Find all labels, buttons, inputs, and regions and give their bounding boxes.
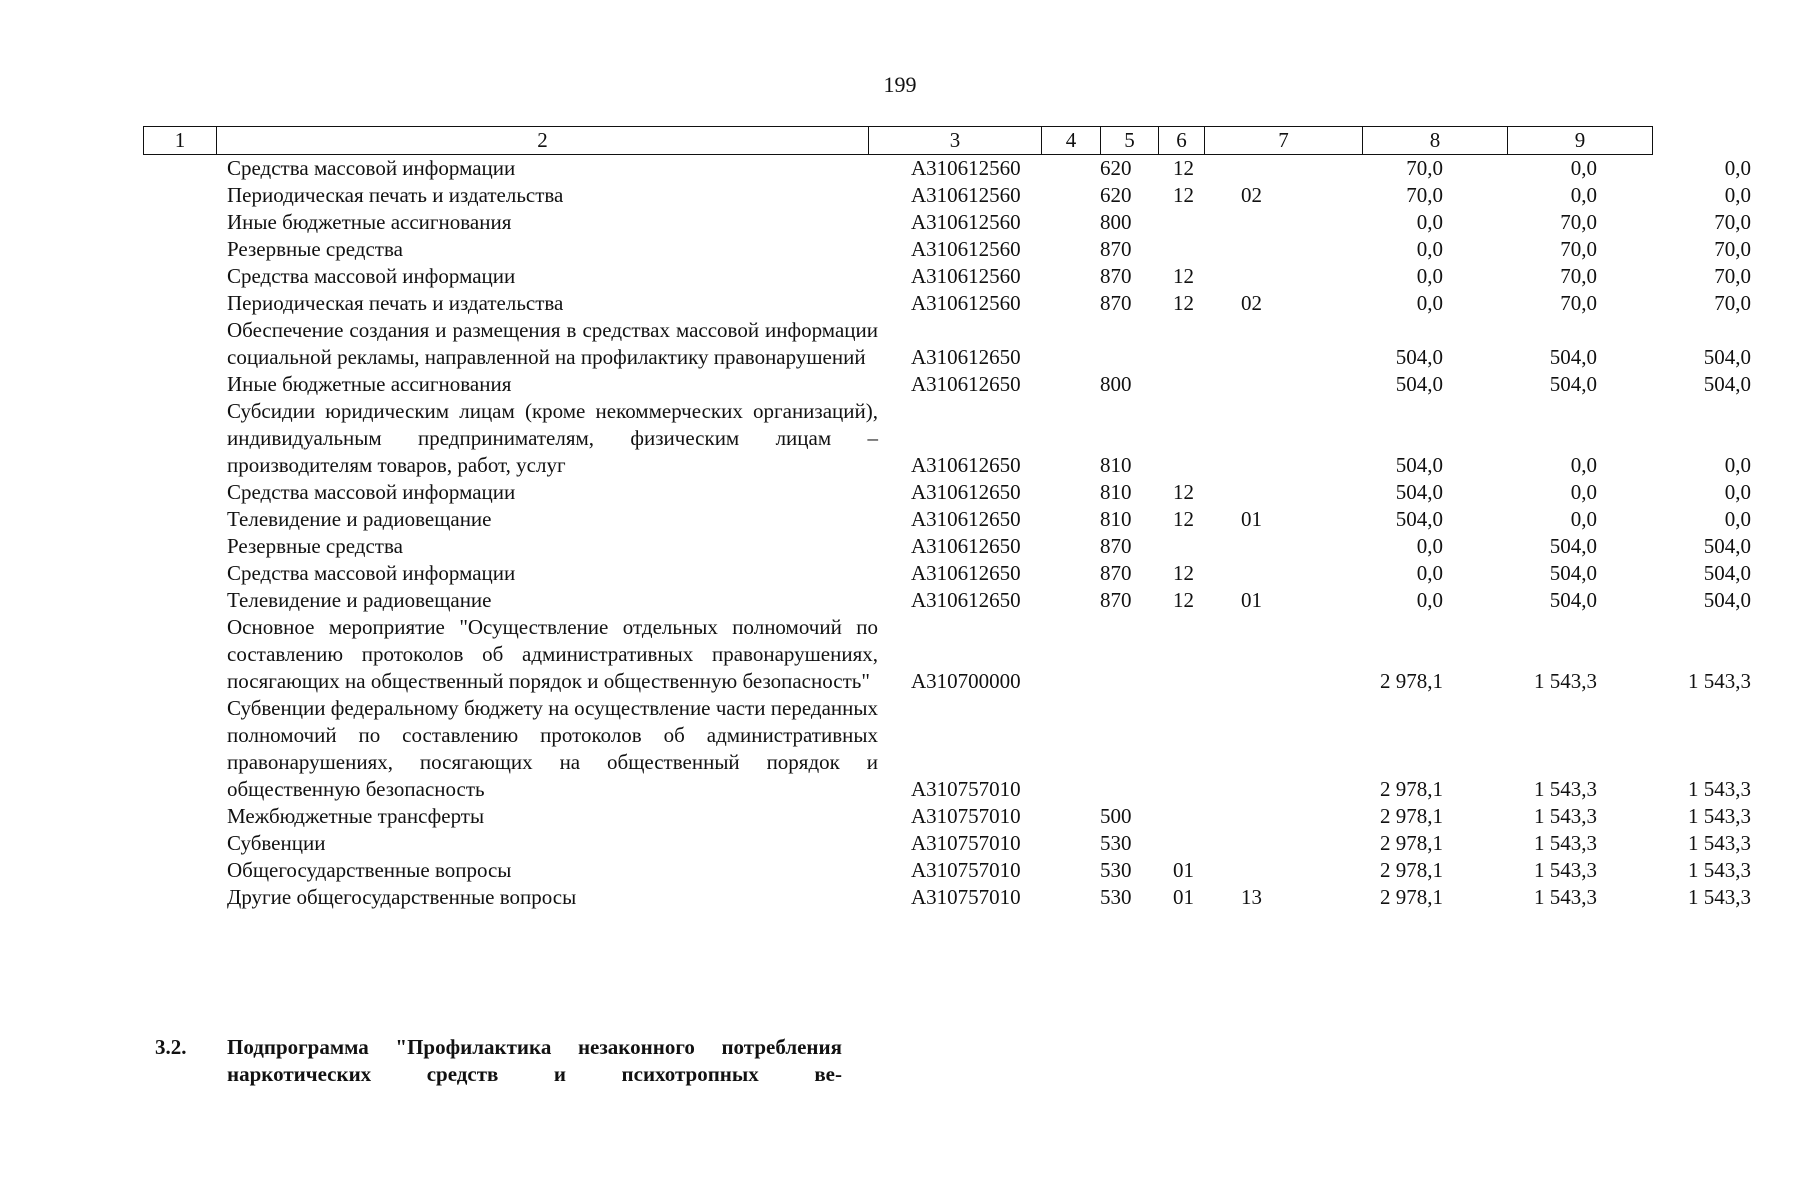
- row-target-article: A310612560: [911, 264, 1021, 288]
- row-expense-type: 530: [1100, 858, 1132, 882]
- table-row: [143, 209, 1761, 236]
- table-row: [143, 695, 1761, 803]
- row-subsection: 01: [1241, 507, 1262, 531]
- row-expense-type: [1083, 614, 1158, 695]
- table-row: [143, 533, 1761, 560]
- row-value-col9: 504,0: [1703, 372, 1751, 396]
- row-value-col7: 504,0: [1395, 480, 1443, 504]
- row-subsection: 01: [1241, 588, 1262, 612]
- row-subsection: 13: [1241, 885, 1262, 909]
- row-value-col8: 504,0: [1549, 372, 1597, 396]
- table-row: [143, 290, 1761, 317]
- row-value-col9: 1 543,3: [1688, 669, 1751, 693]
- row-subsection: [1230, 857, 1286, 884]
- row-target-article: A310612560: [911, 291, 1021, 315]
- row-value-col8: 1 543,3: [1534, 858, 1597, 882]
- column-header-2: 2: [217, 127, 869, 155]
- row-target-article: A310757010: [911, 777, 1021, 801]
- row-name: Субсидии юридическим лицам (кроме некоммерческих организаций), индивидуальным предпринимателям, физическим лицам – производителям товаров, работ, услуг: [227, 399, 878, 477]
- row-expense-type: 810: [1100, 507, 1132, 531]
- row-name: Средства массовой информации: [227, 156, 516, 180]
- row-target-article: A310612650: [911, 345, 1021, 369]
- column-header-6: 6: [1159, 127, 1205, 155]
- row-number-cell: [143, 290, 215, 317]
- column-header-9: 9: [1508, 127, 1653, 155]
- row-name: Субвенции: [227, 831, 326, 855]
- row-subsection: [1230, 371, 1286, 398]
- row-value-col9: 1 543,3: [1688, 858, 1751, 882]
- row-number-cell: [143, 857, 215, 884]
- row-name: Периодическая печать и издательства: [227, 183, 564, 207]
- row-subsection: [1230, 479, 1286, 506]
- row-name: Периодическая печать и издательства: [227, 291, 564, 315]
- row-value-col9: 504,0: [1703, 561, 1751, 585]
- column-header-7: 7: [1205, 127, 1363, 155]
- table-row: [143, 803, 1761, 830]
- column-header-1: 1: [144, 127, 217, 155]
- row-value-col7: 2 978,1: [1380, 669, 1443, 693]
- row-subsection: [1230, 398, 1286, 479]
- row-target-article: A310612650: [911, 480, 1021, 504]
- row-value-col7: 2 978,1: [1380, 804, 1443, 828]
- row-number-cell: [143, 155, 215, 182]
- row-value-col8: 0,0: [1570, 453, 1597, 477]
- row-subsection: 02: [1241, 183, 1262, 207]
- row-target-article: A310612560: [911, 237, 1021, 261]
- row-section: 12: [1173, 291, 1194, 315]
- row-name: Субвенции федеральному бюджету на осуществление части переданных полномочий по составлению протоколов об административных правонарушениях, посягающих на общественный порядок и общественную безопасность: [227, 696, 878, 801]
- row-number-cell: [143, 182, 215, 209]
- row-number-cell: [143, 506, 215, 533]
- row-expense-type: 800: [1100, 372, 1132, 396]
- row-name: Иные бюджетные ассигнования: [227, 372, 512, 396]
- row-expense-type: 870: [1100, 264, 1132, 288]
- row-expense-type: 530: [1100, 885, 1132, 909]
- row-name: Межбюджетные трансферты: [227, 804, 485, 828]
- row-value-col8: 70,0: [1560, 264, 1597, 288]
- column-header-5: 5: [1101, 127, 1159, 155]
- budget-table: [143, 155, 1761, 911]
- row-value-col7: 0,0: [1416, 264, 1443, 288]
- row-expense-type: 810: [1100, 453, 1132, 477]
- row-expense-type: 800: [1100, 210, 1132, 234]
- row-section: [1158, 236, 1230, 263]
- subsection-number: 3.2.: [155, 1035, 187, 1059]
- row-value-col8: 0,0: [1570, 507, 1597, 531]
- row-value-col7: 504,0: [1395, 372, 1443, 396]
- table-row: [143, 263, 1761, 290]
- subsection-title: Подпрограмма "Профилактика незаконного потребления наркотических средств и психотропных ве-: [227, 1035, 842, 1086]
- table-row: [143, 317, 1761, 371]
- table-row: [143, 614, 1761, 695]
- row-name: Средства массовой информации: [227, 480, 516, 504]
- row-target-article: A310612650: [911, 453, 1021, 477]
- table-row: [143, 155, 1761, 182]
- row-value-col9: 0,0: [1724, 453, 1751, 477]
- row-section: [1158, 398, 1230, 479]
- row-value-col7: 2 978,1: [1380, 831, 1443, 855]
- column-header-4: 4: [1042, 127, 1101, 155]
- row-value-col8: 0,0: [1570, 183, 1597, 207]
- row-subsection: [1230, 695, 1286, 803]
- table-row: [143, 479, 1761, 506]
- row-target-article: A310757010: [911, 831, 1021, 855]
- row-value-col8: 1 543,3: [1534, 777, 1597, 801]
- row-name: Другие общегосударственные вопросы: [227, 885, 577, 909]
- column-header-3: 3: [869, 127, 1042, 155]
- row-value-col7: 2 978,1: [1380, 858, 1443, 882]
- row-target-article: A310612650: [911, 507, 1021, 531]
- row-value-col9: 504,0: [1703, 345, 1751, 369]
- row-number-cell: [143, 884, 215, 911]
- row-expense-type: 620: [1100, 183, 1132, 207]
- row-expense-type: 870: [1100, 291, 1132, 315]
- row-value-col9: 70,0: [1714, 210, 1751, 234]
- table-row: [143, 398, 1761, 479]
- row-value-col9: 504,0: [1703, 588, 1751, 612]
- row-name: Основное мероприятие "Осуществление отдельных полномочий по составлению протоколов об административных правонарушениях, посягающих на общественный порядок и общественную безопасность": [227, 615, 878, 693]
- row-section: 12: [1173, 156, 1194, 180]
- row-target-article: A310612650: [911, 534, 1021, 558]
- row-expense-type: 530: [1100, 831, 1132, 855]
- row-section: 12: [1173, 507, 1194, 531]
- row-value-col7: 0,0: [1416, 291, 1443, 315]
- row-value-col7: 0,0: [1416, 210, 1443, 234]
- row-expense-type: [1083, 317, 1158, 371]
- row-value-col9: 0,0: [1724, 156, 1751, 180]
- row-value-col8: 504,0: [1549, 588, 1597, 612]
- row-expense-type: 810: [1100, 480, 1132, 504]
- row-value-col8: 1 543,3: [1534, 885, 1597, 909]
- row-section: [1158, 695, 1230, 803]
- row-subsection: [1230, 560, 1286, 587]
- row-section: [1158, 209, 1230, 236]
- row-name: Средства массовой информации: [227, 264, 516, 288]
- row-name: Обеспечение создания и размещения в средствах массовой информации социальной рекламы, направленной на профилактику правонарушений: [227, 318, 878, 369]
- row-target-article: A310612560: [911, 156, 1021, 180]
- row-value-col7: 2 978,1: [1380, 777, 1443, 801]
- column-header-row: [144, 127, 1653, 155]
- table-row: [143, 182, 1761, 209]
- row-value-col8: 504,0: [1549, 345, 1597, 369]
- row-number-cell: [143, 560, 215, 587]
- row-value-col8: 1 543,3: [1534, 669, 1597, 693]
- row-name: Средства массовой информации: [227, 561, 516, 585]
- row-number-cell: [143, 371, 215, 398]
- row-section: [1158, 533, 1230, 560]
- row-value-col9: 504,0: [1703, 534, 1751, 558]
- row-value-col7: 504,0: [1395, 345, 1443, 369]
- row-subsection: [1230, 155, 1286, 182]
- table-row: [143, 587, 1761, 614]
- table-row: [143, 857, 1761, 884]
- row-value-col9: 70,0: [1714, 291, 1751, 315]
- row-value-col9: 0,0: [1724, 183, 1751, 207]
- table-row: [143, 560, 1761, 587]
- row-target-article: A310700000: [911, 669, 1021, 693]
- row-number-cell: [143, 317, 215, 371]
- row-subsection: [1230, 614, 1286, 695]
- budget-table-body: [143, 155, 1761, 911]
- row-value-col9: 70,0: [1714, 264, 1751, 288]
- row-number-cell: [143, 263, 215, 290]
- row-value-col9: 70,0: [1714, 237, 1751, 261]
- row-value-col9: 1 543,3: [1688, 777, 1751, 801]
- row-value-col7: 70,0: [1406, 183, 1443, 207]
- row-target-article: A310757010: [911, 804, 1021, 828]
- row-subsection: [1230, 209, 1286, 236]
- page-number: 199: [883, 72, 917, 97]
- row-section: [1158, 614, 1230, 695]
- row-value-col9: 0,0: [1724, 507, 1751, 531]
- row-target-article: A310757010: [911, 885, 1021, 909]
- row-subsection: [1230, 803, 1286, 830]
- row-value-col9: 1 543,3: [1688, 831, 1751, 855]
- row-subsection: [1230, 236, 1286, 263]
- row-value-col7: 0,0: [1416, 561, 1443, 585]
- table-row: [143, 236, 1761, 263]
- row-value-col8: 504,0: [1549, 561, 1597, 585]
- table-row: [143, 506, 1761, 533]
- row-name: Иные бюджетные ассигнования: [227, 210, 512, 234]
- row-expense-type: 500: [1100, 804, 1132, 828]
- row-number-cell: [143, 830, 215, 857]
- row-number-cell: [143, 479, 215, 506]
- row-expense-type: 870: [1100, 561, 1132, 585]
- row-section: 01: [1173, 885, 1194, 909]
- row-value-col7: 70,0: [1406, 156, 1443, 180]
- row-target-article: A310612650: [911, 561, 1021, 585]
- row-name: Телевидение и радиовещание: [227, 507, 492, 531]
- row-value-col9: 1 543,3: [1688, 885, 1751, 909]
- row-subsection: 02: [1241, 291, 1262, 315]
- row-expense-type: [1083, 695, 1158, 803]
- row-section: [1158, 317, 1230, 371]
- row-subsection: [1230, 317, 1286, 371]
- row-value-col7: 0,0: [1416, 237, 1443, 261]
- row-name: Резервные средства: [227, 534, 403, 558]
- row-value-col8: 0,0: [1570, 480, 1597, 504]
- row-target-article: A310612650: [911, 588, 1021, 612]
- row-subsection: [1230, 830, 1286, 857]
- row-value-col9: 0,0: [1724, 480, 1751, 504]
- row-number-cell: [143, 803, 215, 830]
- column-header-8: 8: [1363, 127, 1508, 155]
- row-value-col7: 504,0: [1395, 453, 1443, 477]
- row-value-col7: 0,0: [1416, 588, 1443, 612]
- row-section: 01: [1173, 858, 1194, 882]
- row-target-article: A310612650: [911, 372, 1021, 396]
- row-expense-type: 620: [1100, 156, 1132, 180]
- row-section: [1158, 371, 1230, 398]
- row-value-col7: 0,0: [1416, 534, 1443, 558]
- row-expense-type: 870: [1100, 534, 1132, 558]
- row-section: 12: [1173, 264, 1194, 288]
- row-expense-type: 870: [1100, 588, 1132, 612]
- row-value-col7: 2 978,1: [1380, 885, 1443, 909]
- table-row: [143, 830, 1761, 857]
- row-expense-type: 870: [1100, 237, 1132, 261]
- row-value-col7: 504,0: [1395, 507, 1443, 531]
- row-section: [1158, 830, 1230, 857]
- row-subsection: [1230, 533, 1286, 560]
- row-value-col8: 70,0: [1560, 291, 1597, 315]
- row-value-col8: 1 543,3: [1534, 804, 1597, 828]
- row-value-col8: 504,0: [1549, 534, 1597, 558]
- row-number-cell: [143, 209, 215, 236]
- row-number-cell: [143, 533, 215, 560]
- row-name: Телевидение и радиовещание: [227, 588, 492, 612]
- row-value-col8: 70,0: [1560, 237, 1597, 261]
- row-target-article: A310757010: [911, 858, 1021, 882]
- row-number-cell: [143, 398, 215, 479]
- row-name: Общегосударственные вопросы: [227, 858, 512, 882]
- row-value-col8: 70,0: [1560, 210, 1597, 234]
- row-section: 12: [1173, 561, 1194, 585]
- row-number-cell: [143, 587, 215, 614]
- row-value-col9: 1 543,3: [1688, 804, 1751, 828]
- row-section: [1158, 803, 1230, 830]
- row-name: Резервные средства: [227, 237, 403, 261]
- row-number-cell: [143, 614, 215, 695]
- row-number-cell: [143, 695, 215, 803]
- column-header-table: [143, 126, 1653, 155]
- row-section: 12: [1173, 183, 1194, 207]
- table-row: [143, 884, 1761, 911]
- row-section: 12: [1173, 480, 1194, 504]
- row-target-article: A310612560: [911, 183, 1021, 207]
- row-value-col8: 1 543,3: [1534, 831, 1597, 855]
- row-section: 12: [1173, 588, 1194, 612]
- row-value-col8: 0,0: [1570, 156, 1597, 180]
- row-subsection: [1230, 263, 1286, 290]
- row-number-cell: [143, 236, 215, 263]
- table-row: [143, 371, 1761, 398]
- row-target-article: A310612560: [911, 210, 1021, 234]
